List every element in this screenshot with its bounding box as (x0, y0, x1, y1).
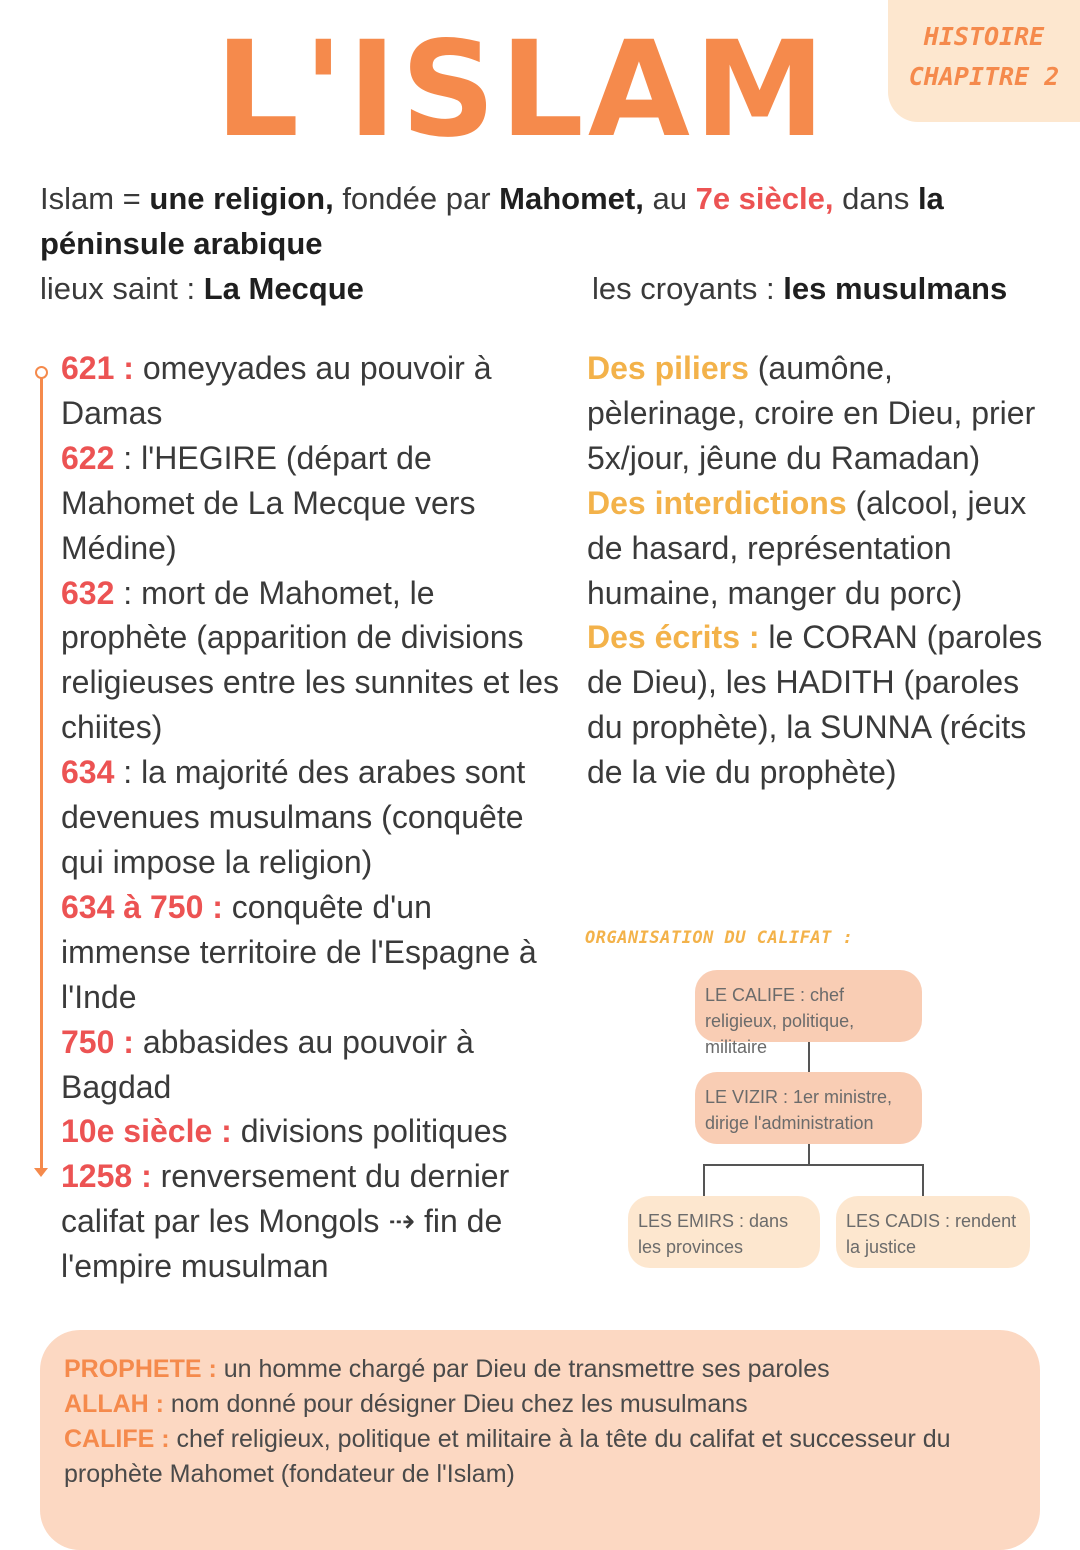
timeline-text: divisions politiques (231, 1113, 508, 1150)
timeline-item (61, 885, 561, 1020)
timeline-text: renversement du dernier califat par les Mongols ⇢ fin de l'empire musulman (61, 1158, 510, 1285)
timeline-text: : l'HEGIRE (départ de Mahomet de La Mecque vers Médine) (61, 439, 476, 566)
definition-item (64, 1387, 1016, 1422)
timeline-text: omeyyades au pouvoir à Damas (61, 350, 492, 431)
intro-text: au (643, 181, 696, 216)
intro-text: dans (833, 181, 918, 216)
definition-term: CALIFE : (64, 1425, 170, 1453)
definition-item (64, 1422, 1016, 1492)
definition-text: nom donné pour désigner Dieu chez les musulmans (163, 1390, 748, 1418)
timeline (61, 346, 561, 1289)
holy-place-label: lieux saint : (40, 271, 204, 306)
intro-text: fondée par (333, 181, 500, 216)
timeline-date: 622 (61, 439, 115, 476)
timeline-text: abbasides au pouvoir à Bagdad (61, 1023, 474, 1105)
org-title: ORGANISATION DU CALIFAT : (585, 928, 854, 948)
intro-century: 7e siècle, (695, 181, 834, 216)
chapter-tag (888, 0, 1080, 122)
intro-founder: Mahomet, (499, 181, 644, 216)
timeline-item (61, 346, 561, 436)
believers-label: les croyants : (592, 271, 784, 306)
timeline-date: 634 à 750 : (61, 888, 223, 925)
timeline-date: 1258 : (61, 1158, 152, 1195)
timeline-line (40, 372, 43, 1172)
org-box-emirs: LES EMIRS : dans les provinces (628, 1196, 820, 1268)
timeline-date: 10e siècle : (61, 1113, 232, 1150)
tag-chapter: CHAPITRE 2 (908, 62, 1060, 91)
practices (587, 346, 1057, 795)
definition-term: ALLAH : (64, 1390, 164, 1418)
believers-value: les musulmans (783, 271, 1008, 306)
org-connector (703, 1164, 923, 1166)
holy-place (40, 266, 364, 311)
definitions-box (40, 1330, 1040, 1550)
tag-subject: HISTOIRE (923, 22, 1045, 51)
timeline-start-dot (35, 366, 48, 379)
practice-item (587, 346, 1057, 481)
org-box-cadis: LES CADIS : rendent la justice (836, 1196, 1030, 1268)
timeline-item (61, 1020, 561, 1110)
practice-heading: Des piliers (587, 350, 749, 386)
practice-text: (aumône, pèlerinage, croire en Dieu, prier 5x/jour, jêune du Ramadan) (587, 350, 1036, 476)
org-box-vizir: LE VIZIR : 1er ministre, dirige l'administration (695, 1072, 922, 1144)
org-connector (808, 1144, 810, 1164)
practice-heading: Des interdictions (587, 484, 847, 521)
timeline-item (61, 750, 561, 885)
practice-item (587, 615, 1057, 795)
timeline-date: 632 (61, 574, 115, 611)
org-box-calife: LE CALIFE : chef religieux, politique, militaire (695, 970, 922, 1042)
timeline-text: conquête d'un immense territoire de l'Espagne à l'Inde (61, 888, 537, 1015)
timeline-date: 634 (61, 754, 115, 791)
timeline-text: : la majorité des arabes sont devenues musulmans (conquête qui impose la religion) (61, 754, 526, 880)
believers (592, 266, 1007, 311)
practice-text: (alcool, jeux de hasard, représentation humaine, manger du porc) (587, 484, 1027, 611)
timeline-text: : mort de Mahomet, le prophète (apparition de divisions religieuses entre les sunnites et les chiites) (61, 574, 560, 746)
timeline-item (61, 436, 561, 571)
timeline-date: 750 : (61, 1023, 134, 1060)
org-connector (922, 1164, 924, 1196)
holy-place-value: La Mecque (203, 271, 364, 306)
timeline-arrow-icon (34, 1168, 48, 1177)
definition-term: PROPHETE : (64, 1355, 217, 1383)
intro-place: la péninsule arabique (40, 181, 944, 261)
timeline-item (61, 1154, 561, 1289)
page-title: L'ISLAM (215, 13, 830, 167)
timeline-date: 621 : (61, 350, 134, 386)
timeline-item (61, 1109, 561, 1154)
definition-item (64, 1352, 1016, 1387)
org-connector (703, 1164, 705, 1196)
org-connector (808, 1042, 810, 1072)
practice-item (587, 481, 1057, 616)
timeline-item (61, 571, 561, 751)
practice-heading: Des écrits : (587, 619, 760, 656)
intro-definition (40, 176, 1050, 266)
definition-text: chef religieux, politique et militaire à la tête du califat et successeur du prophète Mahomet (fondateur de l'Islam) (64, 1425, 951, 1488)
intro-text: Islam = (40, 181, 150, 216)
intro-religion: une religion, (149, 181, 334, 216)
definition-text: un homme chargé par Dieu de transmettre ses paroles (216, 1355, 830, 1383)
practice-text: le CORAN (paroles de Dieu), les HADITH (paroles du prophète), la SUNNA (récits de la vie du prophète) (587, 619, 1043, 791)
